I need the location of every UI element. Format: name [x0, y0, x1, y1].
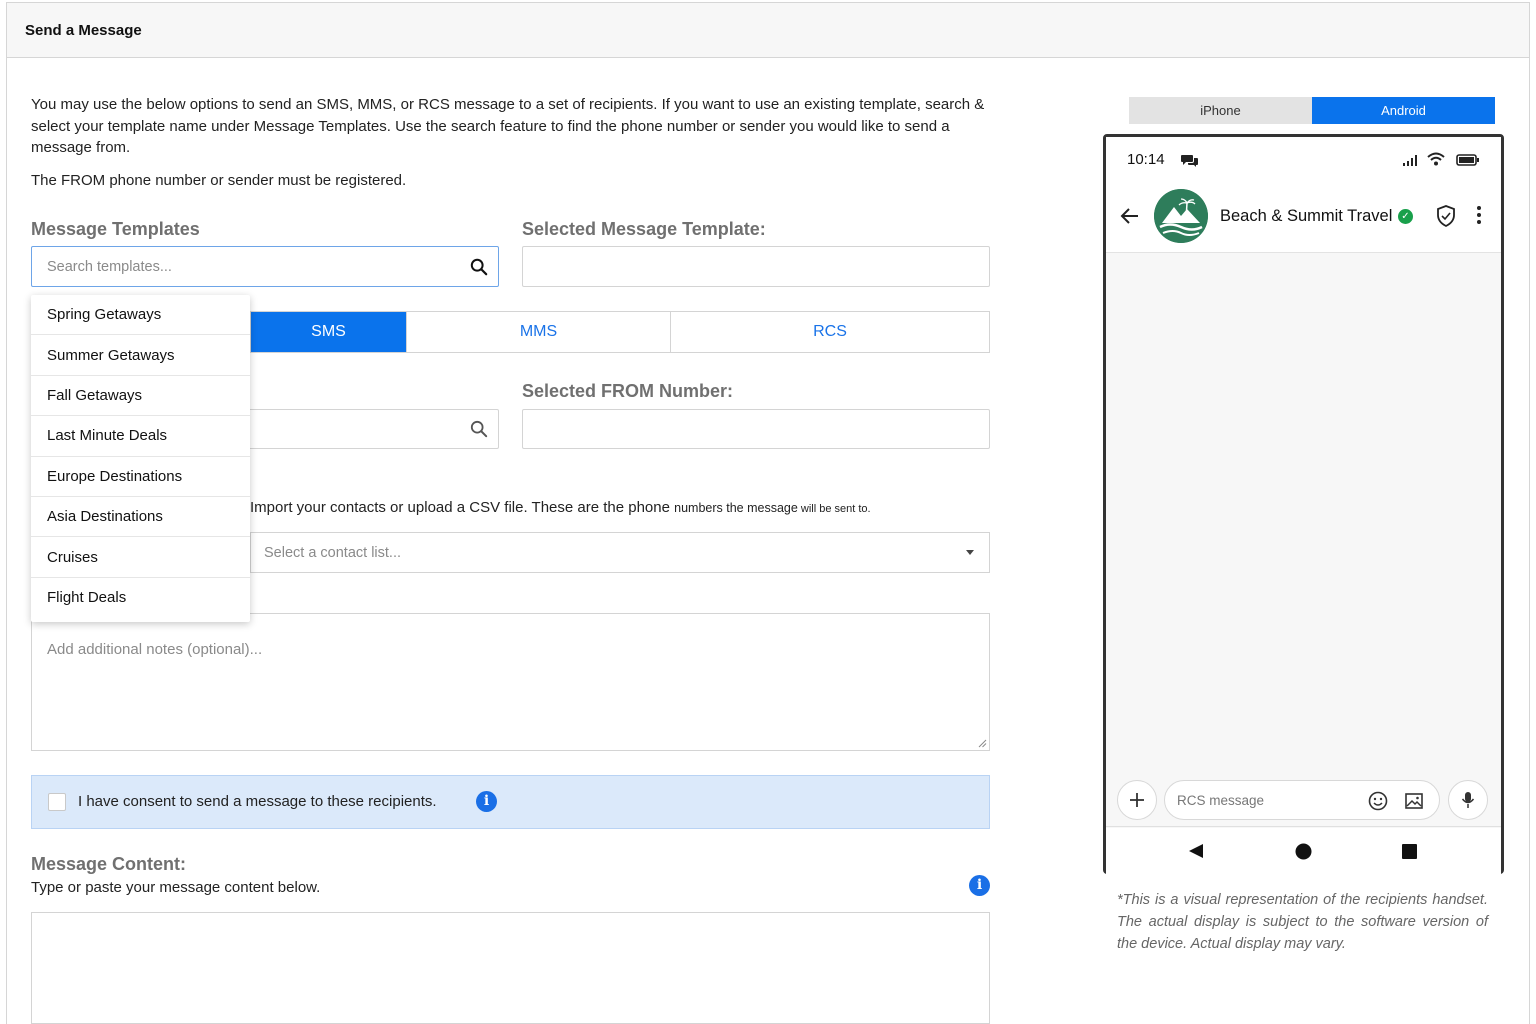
- image-icon[interactable]: [1405, 792, 1423, 810]
- more-vertical-icon[interactable]: [1476, 205, 1482, 225]
- nav-recents-icon[interactable]: [1402, 844, 1417, 859]
- notes-textarea[interactable]: [31, 613, 990, 751]
- contact-list-select[interactable]: [250, 532, 990, 573]
- preview-disclaimer: *This is a visual representation of the recipients handset. The actual display is subject to the software version of the device. Actual display may vary.: [1117, 892, 1488, 952]
- caret-down-icon: [966, 550, 974, 555]
- nav-back-icon[interactable]: [1188, 843, 1204, 859]
- page-header: [6, 2, 1530, 58]
- template-search-placeholder: Search templates...: [47, 259, 172, 275]
- import-contacts-text: Import your contacts or upload a CSV file. These are the phone numbers the message will be sent to.: [250, 499, 871, 516]
- intro-text: You may use the below options to send an SMS, MMS, or RCS message to a set of recipients. If you want to use an existing template, search & select your template name under Message Templates. Use the search feature to find the phone number or sender you would like to send a message from.: [31, 96, 985, 156]
- tab-mms[interactable]: MMS: [407, 312, 671, 352]
- android-nav-bar: [1106, 828, 1501, 874]
- tab-rcs[interactable]: RCS: [813, 323, 847, 340]
- info-icon[interactable]: i: [969, 875, 990, 896]
- rcs-message-input[interactable]: [1164, 780, 1440, 820]
- notes-placeholder: Add additional notes (optional)...: [47, 641, 263, 658]
- message-content-textarea[interactable]: [31, 912, 990, 1024]
- templates-label: Message Templates: [31, 219, 200, 239]
- phone-preview: [1103, 134, 1504, 874]
- dropdown-item[interactable]: Summer Getaways: [31, 335, 250, 375]
- dropdown-item[interactable]: Fall Getaways: [31, 376, 250, 416]
- device-tab-iphone[interactable]: iPhone: [1129, 97, 1312, 124]
- compose-bar: [1106, 767, 1501, 827]
- signal-icon: [1402, 154, 1420, 166]
- message-content-title: Message Content:: [31, 854, 187, 874]
- wifi-icon: [1427, 152, 1445, 166]
- selected-template-label: Selected Message Template:: [522, 219, 766, 239]
- dropdown-item[interactable]: Asia Destinations: [31, 497, 250, 537]
- microphone-icon: [1461, 791, 1475, 809]
- status-time: 10:14: [1127, 151, 1165, 168]
- plus-icon: [1129, 792, 1145, 808]
- dropdown-item[interactable]: Flight Deals: [47, 589, 127, 607]
- chat-bubbles-icon: [1181, 153, 1199, 168]
- message-content-subtitle: Type or paste your message content below.: [31, 879, 321, 896]
- consent-checkbox[interactable]: [48, 793, 66, 811]
- dropdown-item[interactable]: Europe Destinations: [31, 457, 250, 497]
- consent-box: [31, 775, 990, 829]
- add-attachment-button[interactable]: [1117, 780, 1157, 820]
- dropdown-item[interactable]: Cruises: [31, 537, 250, 577]
- back-arrow-icon[interactable]: [1120, 207, 1140, 225]
- page-title: Send a Message: [25, 22, 142, 39]
- dropdown-item[interactable]: Spring Getaways: [31, 295, 250, 335]
- search-icon[interactable]: [470, 258, 488, 276]
- selected-from-field[interactable]: [522, 409, 990, 449]
- search-icon[interactable]: [470, 420, 488, 438]
- tab-sms[interactable]: SMS: [251, 312, 407, 352]
- verified-check-icon: ✓: [1398, 209, 1413, 224]
- battery-icon: [1456, 154, 1480, 166]
- device-toggle: [1129, 97, 1495, 124]
- nav-home-icon[interactable]: [1295, 843, 1312, 860]
- shield-check-icon[interactable]: [1435, 204, 1457, 228]
- status-bar: [1106, 137, 1501, 181]
- dropdown-item[interactable]: Last Minute Deals: [31, 416, 250, 456]
- rcs-message-placeholder: RCS message: [1177, 793, 1265, 808]
- conversation-header: [1106, 181, 1501, 253]
- template-dropdown: [31, 295, 250, 622]
- selected-template-field[interactable]: [522, 246, 990, 287]
- contact-list-placeholder: Select a contact list...: [264, 545, 402, 561]
- info-icon[interactable]: i: [476, 791, 497, 812]
- business-name: Beach & Summit Travel: [1220, 207, 1393, 225]
- registered-note: The FROM phone number or sender must be registered.: [31, 172, 407, 189]
- consent-text: I have consent to send a message to these recipients.: [78, 793, 437, 810]
- emoji-icon[interactable]: [1368, 791, 1388, 811]
- message-type-tabs: [250, 311, 990, 353]
- device-tab-android[interactable]: Android: [1312, 97, 1495, 124]
- template-search-input[interactable]: [31, 246, 499, 287]
- beach-logo-icon: [1154, 189, 1208, 243]
- resize-handle-icon[interactable]: [978, 739, 987, 748]
- business-avatar: [1154, 189, 1208, 243]
- voice-button[interactable]: [1448, 780, 1488, 820]
- selected-from-label: Selected FROM Number:: [522, 381, 734, 401]
